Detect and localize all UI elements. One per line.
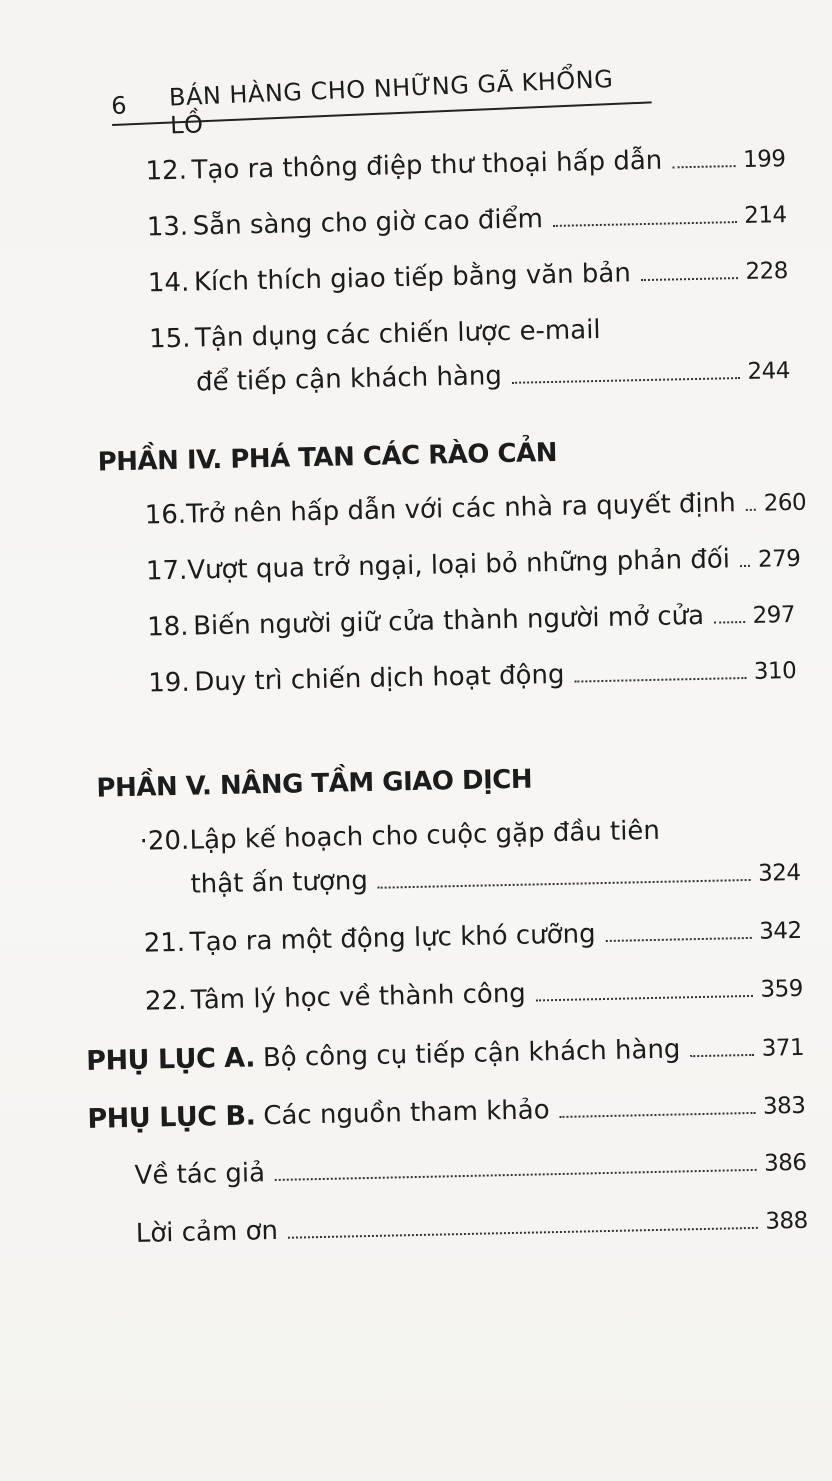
toc-entry-20-line2[interactable]	[190, 857, 800, 900]
toc-acknowledgements[interactable]	[136, 1205, 808, 1249]
toc-appendix-a[interactable]	[86, 1031, 804, 1077]
entry-title: Biến người giữ cửa thành người mở cửa	[192, 600, 705, 642]
dot-leader	[672, 165, 735, 168]
entry-title: Tâm lý học về thành công	[190, 978, 527, 1016]
entry-title: Tạo ra một động lực khó cưỡng	[189, 919, 596, 958]
dot-leader	[378, 879, 750, 889]
toc-entry-13[interactable]	[146, 199, 786, 242]
entry-number: ·20.	[139, 825, 190, 857]
entry-title: Các nguồn tham khảo	[262, 1095, 550, 1132]
toc-appendix-b[interactable]	[87, 1089, 805, 1135]
entry-title: Lời cảm ơn	[135, 1215, 279, 1249]
dot-leader	[560, 1112, 755, 1118]
entry-title: Lập kế hoạch cho cuộc gặp đầu tiên	[189, 815, 661, 856]
entry-title: Trở nên hấp dẫn với các nhà ra quyết định	[185, 488, 736, 530]
toc-entry-12[interactable]	[145, 143, 785, 186]
entry-page: 386	[763, 1149, 807, 1177]
entry-title: Tạo ra thông điệp thư thoại hấp dẫn	[191, 145, 663, 186]
dot-leader	[606, 937, 752, 942]
entry-title: Sẵn sàng cho giờ cao điểm	[192, 204, 544, 242]
dot-leader	[288, 1227, 757, 1239]
toc-about-author[interactable]	[134, 1147, 806, 1191]
book-title: BÁN HÀNG CHO NHỮNG GÃ KHỔNG LỒ	[168, 64, 614, 140]
entry-title: Bộ công cụ tiếp cận khách hàng	[262, 1034, 681, 1074]
entry-number: 13.	[146, 211, 189, 243]
entry-page: 228	[745, 258, 789, 285]
part-heading-iv[interactable]: PHẦN IV. PHÁ TAN CÁC RÀO CẢN	[97, 437, 558, 478]
entry-title-continued: để tiếp cận khách hàng	[195, 361, 503, 398]
dot-leader	[512, 377, 740, 384]
toc-entry-15-line2[interactable]	[196, 355, 790, 397]
toc-entry-18[interactable]	[147, 599, 795, 643]
dot-leader	[553, 221, 736, 227]
toc-entry-14[interactable]	[148, 255, 788, 298]
entry-page: 279	[757, 545, 801, 573]
dot-leader	[275, 1169, 756, 1181]
dot-leader	[536, 995, 753, 1002]
entry-page: 297	[752, 601, 796, 629]
part-heading-v[interactable]: PHẦN V. NÂNG TẦM GIAO DỊCH	[96, 764, 533, 804]
entry-title: Về tác giả	[134, 1158, 266, 1191]
dot-leader	[641, 277, 738, 281]
entry-number: 14.	[147, 267, 190, 299]
toc-entry-17[interactable]	[145, 543, 801, 587]
entry-title: Kích thích giao tiếp bằng văn bản	[193, 258, 632, 298]
entry-page: 371	[761, 1034, 805, 1062]
dot-leader	[714, 621, 745, 624]
dot-leader	[691, 1054, 754, 1057]
toc-entry-20-line1[interactable]	[139, 816, 660, 857]
entry-title: Vượt qua trở ngại, loại bỏ những phản đối	[187, 544, 731, 586]
entry-page: 388	[765, 1207, 808, 1235]
toc-entry-21[interactable]	[143, 915, 801, 959]
entry-number: 18.	[146, 611, 189, 643]
entry-number: 22.	[144, 985, 187, 1017]
entry-number: 16.	[144, 499, 187, 531]
entry-page: 310	[753, 657, 797, 685]
page-number: 6	[110, 91, 128, 121]
toc-entry-19[interactable]	[148, 655, 796, 699]
toc-entry-22[interactable]	[145, 973, 803, 1017]
entry-title-continued: thật ấn tượng	[190, 865, 369, 900]
dot-leader	[575, 677, 746, 683]
toc-entry-16[interactable]	[144, 487, 807, 531]
entry-page: 260	[763, 489, 807, 517]
entry-page: 244	[747, 358, 791, 385]
entry-number: 15.	[148, 323, 191, 355]
entry-number: 12.	[145, 155, 188, 187]
entry-page: 383	[762, 1092, 806, 1120]
entry-number: 19.	[148, 667, 190, 699]
dot-leader	[740, 565, 750, 567]
toc-entry-15-line1[interactable]	[149, 315, 601, 354]
entry-title: Tận dụng các chiến lược e-mail	[194, 314, 601, 354]
entry-number: 21.	[143, 927, 186, 959]
entry-page: 342	[758, 917, 802, 945]
entry-number: 17.	[145, 555, 188, 587]
appendix-label: PHỤ LỤC A.	[85, 1042, 256, 1077]
entry-page: 214	[743, 202, 787, 229]
entry-page: 359	[760, 975, 804, 1003]
appendix-label: PHỤ LỤC B.	[87, 1100, 256, 1135]
entry-page: 324	[757, 859, 801, 887]
dot-leader	[746, 509, 756, 511]
entry-title: Duy trì chiến dịch hoạt động	[194, 659, 565, 698]
entry-page: 199	[742, 146, 786, 173]
